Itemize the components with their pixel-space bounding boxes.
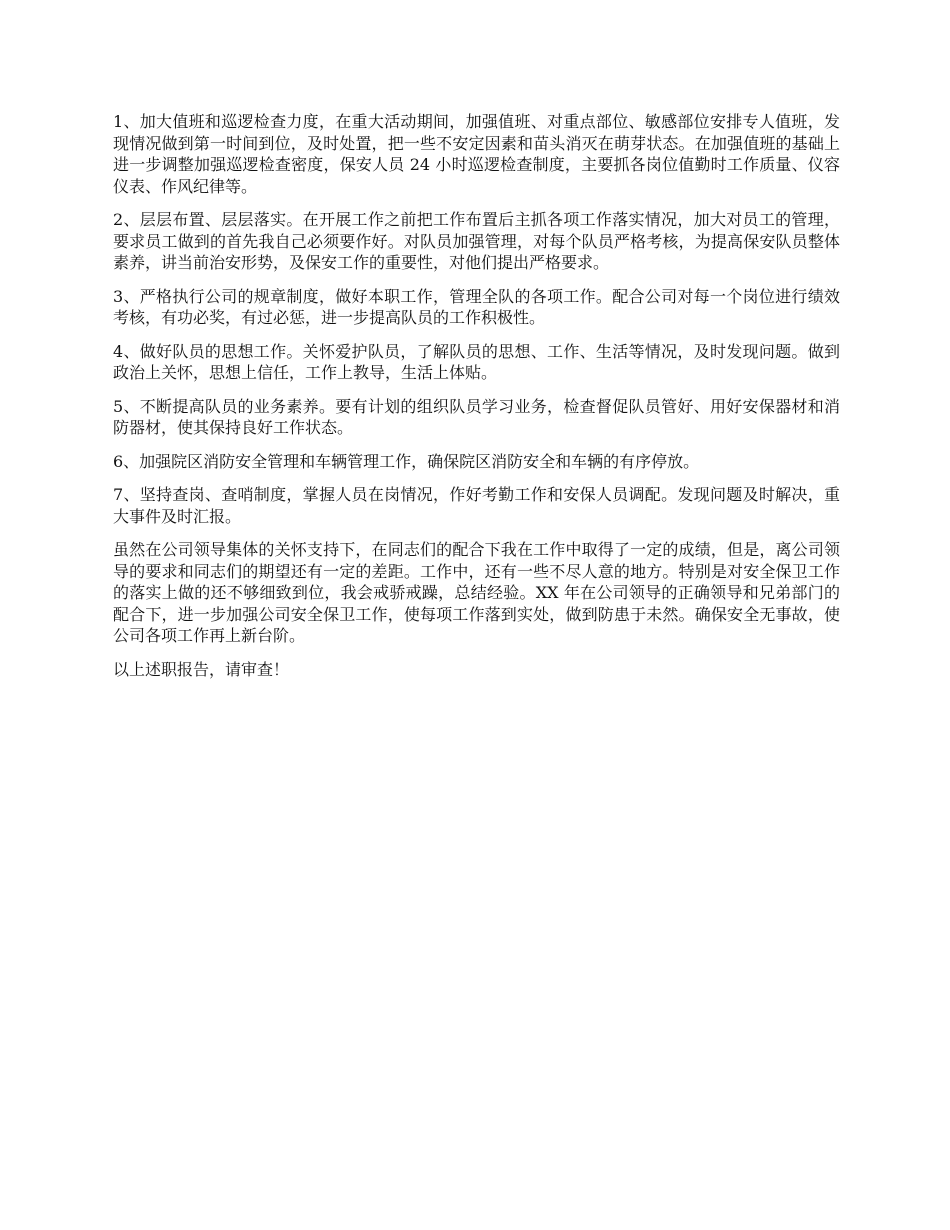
paragraph-item-4: 4、做好队员的思想工作。关怀爱护队员，了解队员的思想、工作、生活等情况，及时发现问题。做到政治上关怀，思想上信任，工作上教导，生活上体贴。 (113, 341, 840, 382)
summary-paragraph: 虽然在公司领导集体的关怀支持下，在同志们的配合下我在工作中取得了一定的成绩，但是，离公司领导的要求和同志们的期望还有一定的差距。工作中，还有一些不尽人意的地方。特别是对安全保卫工作的落实上做的还不够细致到位，我会戒骄戒躁，总结经验。XX 年在公司领导的正确领导和兄弟部门的配合下，进一步加强公司安全保卫工作，使每项工作落到实处，做到防患于未然。确保安全无事故，使公司各项工作再上新台阶。 (113, 540, 840, 645)
paragraph-item-2: 2、层层布置、层层落实。在开展工作之前把工作布置后主抓各项工作落实情况，加大对员工的管理，要求员工做到的首先我自己必须要作好。对队员加强管理，对每个队员严格考核，为提高保安队员整体素养，讲当前治安形势，及保安工作的重要性，对他们提出严格要求。 (113, 210, 840, 272)
paragraph-item-5: 5、不断提高队员的业务素养。要有计划的组织队员学习业务，检查督促队员管好、用好安保器材和消防器材，使其保持良好工作状态。 (113, 396, 840, 437)
paragraph-item-3: 3、严格执行公司的规章制度，做好本职工作，管理全队的各项工作。配合公司对每一个岗位进行绩效考核，有功必奖，有过必惩，进一步提高队员的工作积极性。 (113, 286, 840, 327)
paragraph-item-6: 6、加强院区消防安全管理和车辆管理工作，确保院区消防安全和车辆的有序停放。 (113, 451, 700, 471)
paragraph-item-1: 1、加大值班和巡逻检查力度，在重大活动期间，加强值班、对重点部位、敏感部位安排专人值班，发现情况做到第一时间到位，及时处置，把一些不安定因素和苗头消灭在萌芽状态。在加强值班的基础上进一步调整加强巡逻检查密度，保安人员 24 小时巡逻检查制度，主要抓各岗位值勤时工作质量、仪容仪表、作风纪律等。 (113, 112, 840, 196)
paragraph-item-7: 7、坚持查岗、查哨制度，掌握人员在岗情况，作好考勤工作和安保人员调配。发现问题及时解决，重大事件及时汇报。 (113, 485, 840, 526)
document-page (113, 111, 840, 692)
closing-line: 以上述职报告，请审查！ (113, 659, 290, 679)
